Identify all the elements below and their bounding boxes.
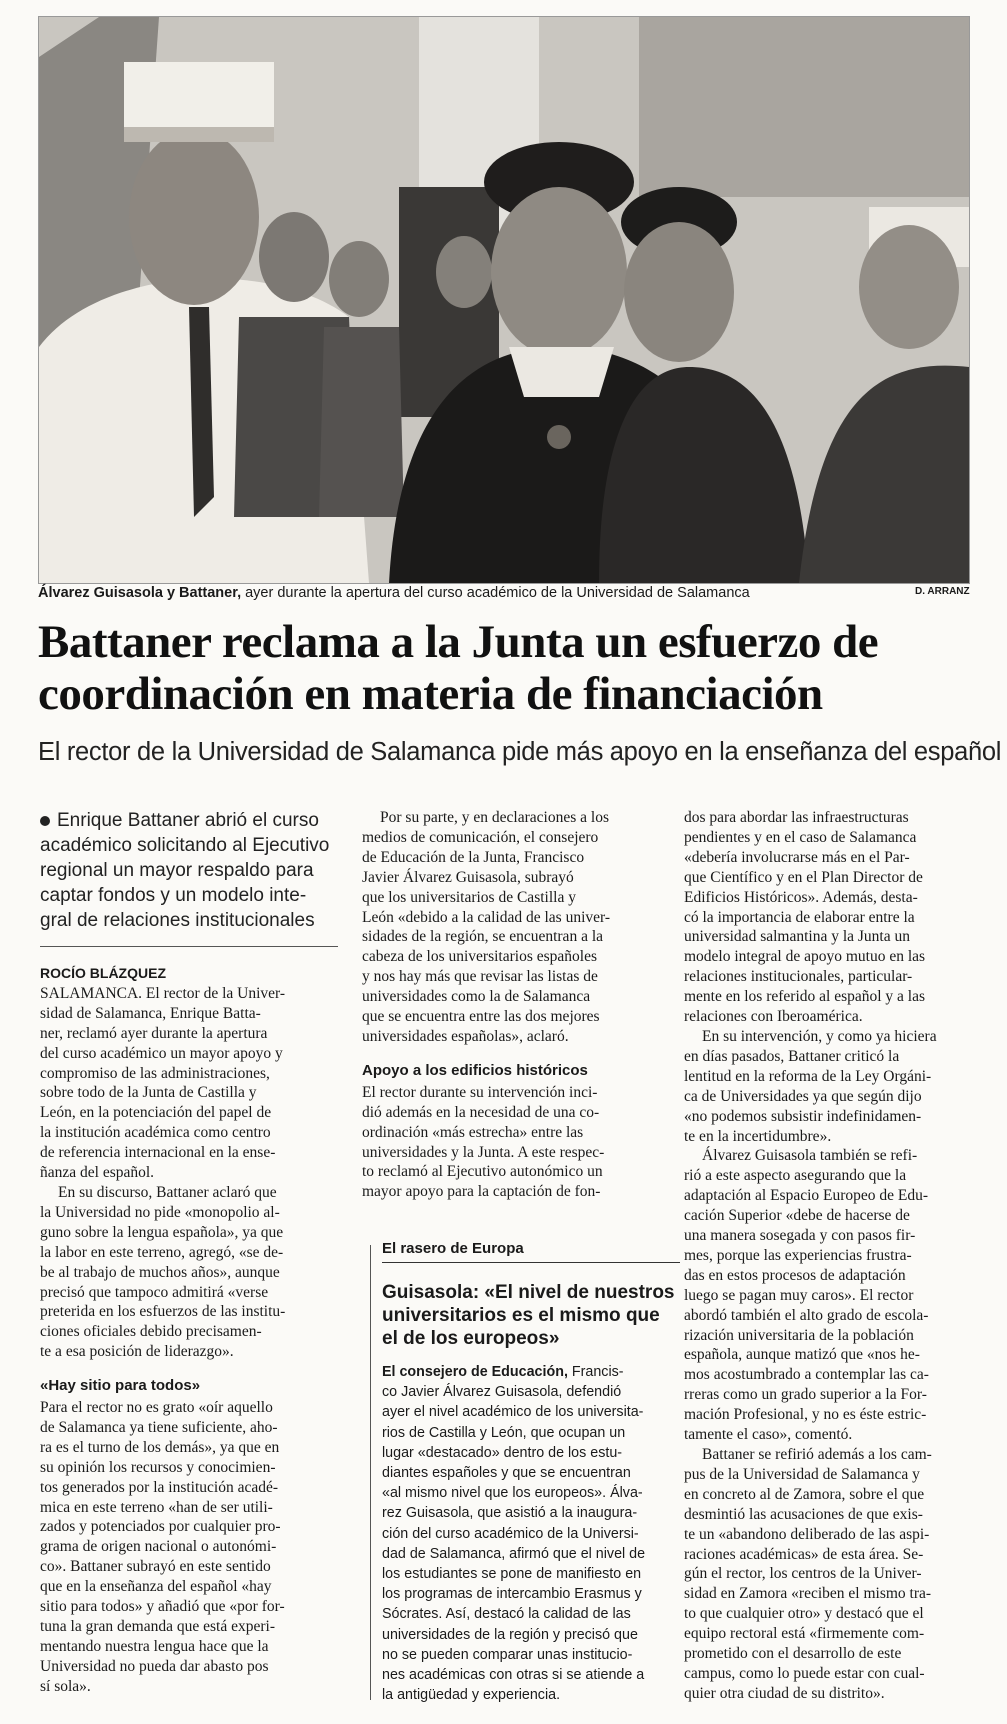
text-line: equipo rectoral está «firmemente com- <box>684 1625 925 1643</box>
text-line: León «debido a la calidad de las univer- <box>362 908 611 926</box>
sidebar-body <box>382 1362 680 1705</box>
text-line: cación Superior «debe de hacerse de <box>684 1207 910 1225</box>
text-line: mica en este terreno «han de ser utili- <box>40 1498 273 1516</box>
text-line: mente en los referido al español y a las <box>684 988 926 1006</box>
text-line: das en estos procesos de adaptación <box>684 1266 906 1284</box>
text-line: Battaner se refirió además a los cam- <box>702 1446 932 1463</box>
text-line: adaptación al Espacio Europeo de Edu- <box>684 1187 929 1205</box>
sidebar-title-line: universitarios es el mismo que <box>382 1305 660 1326</box>
text-line: universidades y la Junta. A este respec- <box>362 1143 605 1161</box>
lead-line: gral de relaciones institucionales <box>40 910 315 931</box>
text-line: Álvarez Guisasola también se refi- <box>702 1147 918 1165</box>
text-line: El rector durante su intervención inci- <box>362 1083 598 1101</box>
text-line: ñanza del español. <box>40 1164 155 1182</box>
text-line: medios de comunicación, el consejero <box>362 828 599 846</box>
text-line: tuna la gran demanda que está experi- <box>40 1618 275 1635</box>
sidebar-line: dad de Salamanca, afirmó que el nivel de <box>382 1545 646 1562</box>
text-line: León, en la potenciación del papel de <box>40 1104 272 1122</box>
sidebar-line: lugar «destacado» dentro de los estu- <box>382 1444 623 1461</box>
text-line: rió a este aspecto asegurando que la <box>684 1167 907 1185</box>
text-line: desmintió las acusaciones de que exis- <box>684 1505 923 1523</box>
text-line: to reclamó al Ejecutivo autonómico un <box>362 1163 603 1181</box>
sidebar-line: Francis- <box>567 1364 624 1380</box>
text-line: abordó también el alto grado de escola- <box>684 1306 929 1324</box>
sidebar-line: rez Guisasola, que asistió a la inaugura- <box>382 1505 638 1522</box>
lead-line: Enrique Battaner abrió el curso <box>57 810 319 831</box>
sidebar-title <box>382 1281 680 1350</box>
text-line: mayor apoyo para la captación de fon- <box>362 1183 601 1201</box>
text-line: su opinión los recursos y conocimien- <box>40 1458 276 1476</box>
column-1-body-b <box>40 1398 340 1697</box>
sidebar-line: co Javier Álvarez Guisasola, defendió <box>382 1384 622 1401</box>
text-line: Universidad no pueda dar abasto pos <box>40 1657 269 1675</box>
text-line: «debería involucrarse más en el Par- <box>684 848 910 866</box>
text-line: sí sola». <box>40 1677 91 1695</box>
text-line: te un «abandono deliberado de las aspi- <box>684 1525 930 1543</box>
text-line: lentitud en la reforma de la Ley Orgáni- <box>684 1067 932 1085</box>
sidebar-line: los estudiantes se pone de manifiesto en <box>382 1566 642 1583</box>
text-line: que Científico y en el Plan Director de <box>684 868 923 886</box>
text-line: te en la incertidumbre». <box>684 1127 832 1145</box>
text-line: y nos hay más que revisar las listas de <box>362 968 598 986</box>
text-line: SALAMANCA. El rector de la Univer- <box>40 984 286 1002</box>
text-line: be al trabajo de muchos años», aunque <box>40 1263 280 1281</box>
sidebar-line: diantes españoles y que se encuentran <box>382 1465 631 1482</box>
lead-line: regional un mayor respaldo para <box>40 860 314 881</box>
text-line: española, aunque matizó que «nos he- <box>684 1346 920 1364</box>
byline: ROCÍO BLÁZQUEZ <box>40 965 166 981</box>
sidebar-line: universidades de la región y precisó que <box>382 1626 638 1643</box>
subheadline: El rector de la Universidad de Salamanca pide más apoyo en la enseñanza del español <box>38 738 1002 766</box>
text-line: compromiso de las administraciones, <box>40 1064 270 1082</box>
text-line: mación Profesional, y no es éste estric- <box>684 1406 927 1424</box>
column-3 <box>684 808 984 1704</box>
text-line: la labor en este terreno, agregó, «se de- <box>40 1243 284 1261</box>
text-line: mos acostumbrado a contemplar las ca- <box>684 1366 929 1384</box>
text-line: to que cualquier otro» y destacó que el <box>684 1605 924 1623</box>
text-line: Por su parte, y en declaraciones a los <box>380 809 609 826</box>
text-line: quier otra ciudad de su distrito». <box>684 1684 885 1702</box>
sidebar-kicker: El rasero de Europa <box>382 1240 680 1263</box>
text-line: ciones oficiales debido precisamen- <box>40 1323 262 1341</box>
text-line: ner, reclamó ayer durante la apertura <box>40 1024 268 1042</box>
text-line: Edificios Históricos». Además, desta- <box>684 888 918 906</box>
column-2-body <box>362 808 662 1047</box>
text-line: modelo integral de apoyo mutuo en las <box>684 948 926 966</box>
photo-illustration <box>39 17 969 583</box>
text-line: la institución académica como centro <box>40 1124 271 1142</box>
text-line: ra es el turno de los demás», ya que en <box>40 1438 280 1456</box>
column-3-body <box>684 808 984 1704</box>
sidebar-line: «al mismo nivel que los europeos». Álva- <box>382 1485 643 1502</box>
text-line: có la importancia de elaborar entre la <box>684 908 915 926</box>
lead-line: captar fondos y un modelo inte- <box>40 885 307 906</box>
text-line: tamente el caso», comentó. <box>684 1426 853 1444</box>
text-line: universidades españolas», aclaró. <box>362 1027 569 1045</box>
section-subtitle-2: Apoyo a los edificios históricos <box>362 1061 588 1079</box>
sidebar-line: rios de Castilla y León, que ocupan un <box>382 1424 626 1441</box>
text-line: en concreto al de Zamora, sobre el que <box>684 1485 925 1503</box>
text-line: gún el rector, los centros de la Univer- <box>684 1565 922 1583</box>
text-line: sobre todo de la Junta de Castilla y <box>40 1084 257 1102</box>
text-line: dió además en la necesidad de una co- <box>362 1103 600 1121</box>
sidebar-lead-bold: El consejero de Educación, <box>382 1364 568 1380</box>
text-line: grama de origen nacional o autonómi- <box>40 1538 277 1556</box>
text-line: pus de la Universidad de Salamanca y <box>684 1465 920 1483</box>
text-line: guno sobre la lengua española», ya que <box>40 1223 284 1241</box>
sidebar-line: ayer el nivel académico de los universita- <box>382 1404 644 1421</box>
text-line: sitio para todos» y añadió que «por for- <box>40 1598 285 1616</box>
text-line: sidad de Salamanca, Enrique Batta- <box>40 1004 261 1022</box>
text-line: ordinación «más estrecha» entre las <box>362 1123 584 1141</box>
photo-caption <box>38 585 838 601</box>
text-line: que se encuentra entre las dos mejores <box>362 1008 600 1026</box>
headline-line-1: Battaner reclama a la Junta un esfuerzo de <box>38 616 879 668</box>
text-line: ca de Universidades ya que según dijo <box>684 1087 922 1105</box>
lead-summary <box>40 808 340 933</box>
text-line: la Universidad no pide «monopolio al- <box>40 1203 280 1221</box>
column-1-body <box>40 984 340 1362</box>
caption-text: ayer durante la apertura del curso académico de la Universidad de Salamanca <box>241 585 750 601</box>
text-line: Para el rector no es grato «oír aquello <box>40 1399 273 1417</box>
text-line: cabeza de los universitarios españoles <box>362 948 597 966</box>
column-2-body-b <box>362 1083 662 1202</box>
sidebar-line: nes académicas con otras si se atiende a <box>382 1667 645 1684</box>
text-line: relaciones con Iberoamérica. <box>684 1008 863 1026</box>
text-line: universidad salmantina y la Junta un <box>684 928 910 946</box>
text-line: pendientes y en el caso de Salamanca <box>684 828 917 846</box>
sidebar-line: ción del curso académico de la Universi- <box>382 1525 639 1542</box>
caption-names: Álvarez Guisasola y Battaner, <box>38 585 242 601</box>
text-line: te a esa posición de liderazgo». <box>40 1343 234 1361</box>
text-line: zados y potenciados por cualquier pro- <box>40 1518 281 1536</box>
text-line: que los universitarios de Castilla y <box>362 888 576 906</box>
text-line: en días pasados, Battaner criticó la <box>684 1047 900 1065</box>
text-line: mentando nuestra lengua hace que la <box>40 1637 269 1655</box>
text-line: Javier Álvarez Guisasola, subrayó <box>362 868 574 886</box>
section-subtitle-1: «Hay sitio para todos» <box>40 1377 201 1395</box>
text-line: sidades de la región, se encuentran a la <box>362 928 604 946</box>
text-line: dos para abordar las infraestructuras <box>684 809 909 826</box>
text-line: una manera sosegada y con pasos fir- <box>684 1227 916 1245</box>
sidebar-line: los programas de intercambio Erasmus y <box>382 1586 642 1603</box>
sidebar-line: no se pueden comparar unas institucio- <box>382 1646 633 1663</box>
text-line: prometido con el desarrollo de este <box>684 1645 902 1663</box>
text-line: En su intervención, y como ya hiciera <box>702 1027 937 1045</box>
text-line: sidad en Zamora «reciben el mismo tra- <box>684 1585 932 1603</box>
photo-credit: D. ARRANZ <box>915 586 970 597</box>
text-line: rreras como un grado superior a la For- <box>684 1386 927 1404</box>
text-line: relaciones institucionales, particular- <box>684 968 913 986</box>
sidebar-title-line: Guisasola: «El nivel de nuestros <box>382 1282 675 1303</box>
text-line: En su discurso, Battaner aclaró que <box>58 1183 277 1201</box>
text-line: campus, como lo puede estar con cual- <box>684 1664 925 1682</box>
text-line: de referencia internacional en la ense- <box>40 1144 276 1162</box>
text-line: mes, porque las experiencias frustra- <box>684 1246 912 1264</box>
text-line: del curso académico un mayor apoyo y <box>40 1044 283 1062</box>
text-line: preterida en los esfuerzos de las institu- <box>40 1303 286 1321</box>
headline <box>38 616 978 720</box>
sidebar-line: Sócrates. Así, destacó la calidad de las <box>382 1606 631 1623</box>
sidebar-box <box>362 1240 680 1705</box>
news-photo <box>38 16 970 584</box>
text-line: precisó que tampoco admitirá «verse <box>40 1283 269 1301</box>
text-line: rización universitaria de la población <box>684 1326 914 1344</box>
text-line: que en la enseñanza del español «hay <box>40 1578 272 1596</box>
headline-line-2: coordinación en materia de financiación <box>38 668 823 720</box>
text-line: tos generados por la institución acadé- <box>40 1478 279 1496</box>
text-line: co». Battaner subrayó en este sentido <box>40 1558 271 1576</box>
text-line: raciones académicas» de esta área. Se- <box>684 1545 924 1563</box>
sidebar-title-line: el de los europeos» <box>382 1328 560 1349</box>
text-line: universidades como la de Salamanca <box>362 988 591 1006</box>
text-line: de Educación de la Junta, Francisco <box>362 848 585 866</box>
bullet-icon <box>40 816 50 826</box>
column-1 <box>40 964 340 1697</box>
sidebar-line: la antigüedad y experiencia. <box>382 1687 561 1704</box>
lead-divider <box>40 946 338 947</box>
column-2 <box>362 808 662 1202</box>
text-line: «no podemos subsistir indefinidamen- <box>684 1107 922 1125</box>
lead-line: académico solicitando al Ejecutivo <box>40 835 330 856</box>
text-line: luego se pagan muy caros». El rector <box>684 1286 914 1304</box>
text-line: de Salamanca ya tiene suficiente, aho- <box>40 1418 278 1436</box>
